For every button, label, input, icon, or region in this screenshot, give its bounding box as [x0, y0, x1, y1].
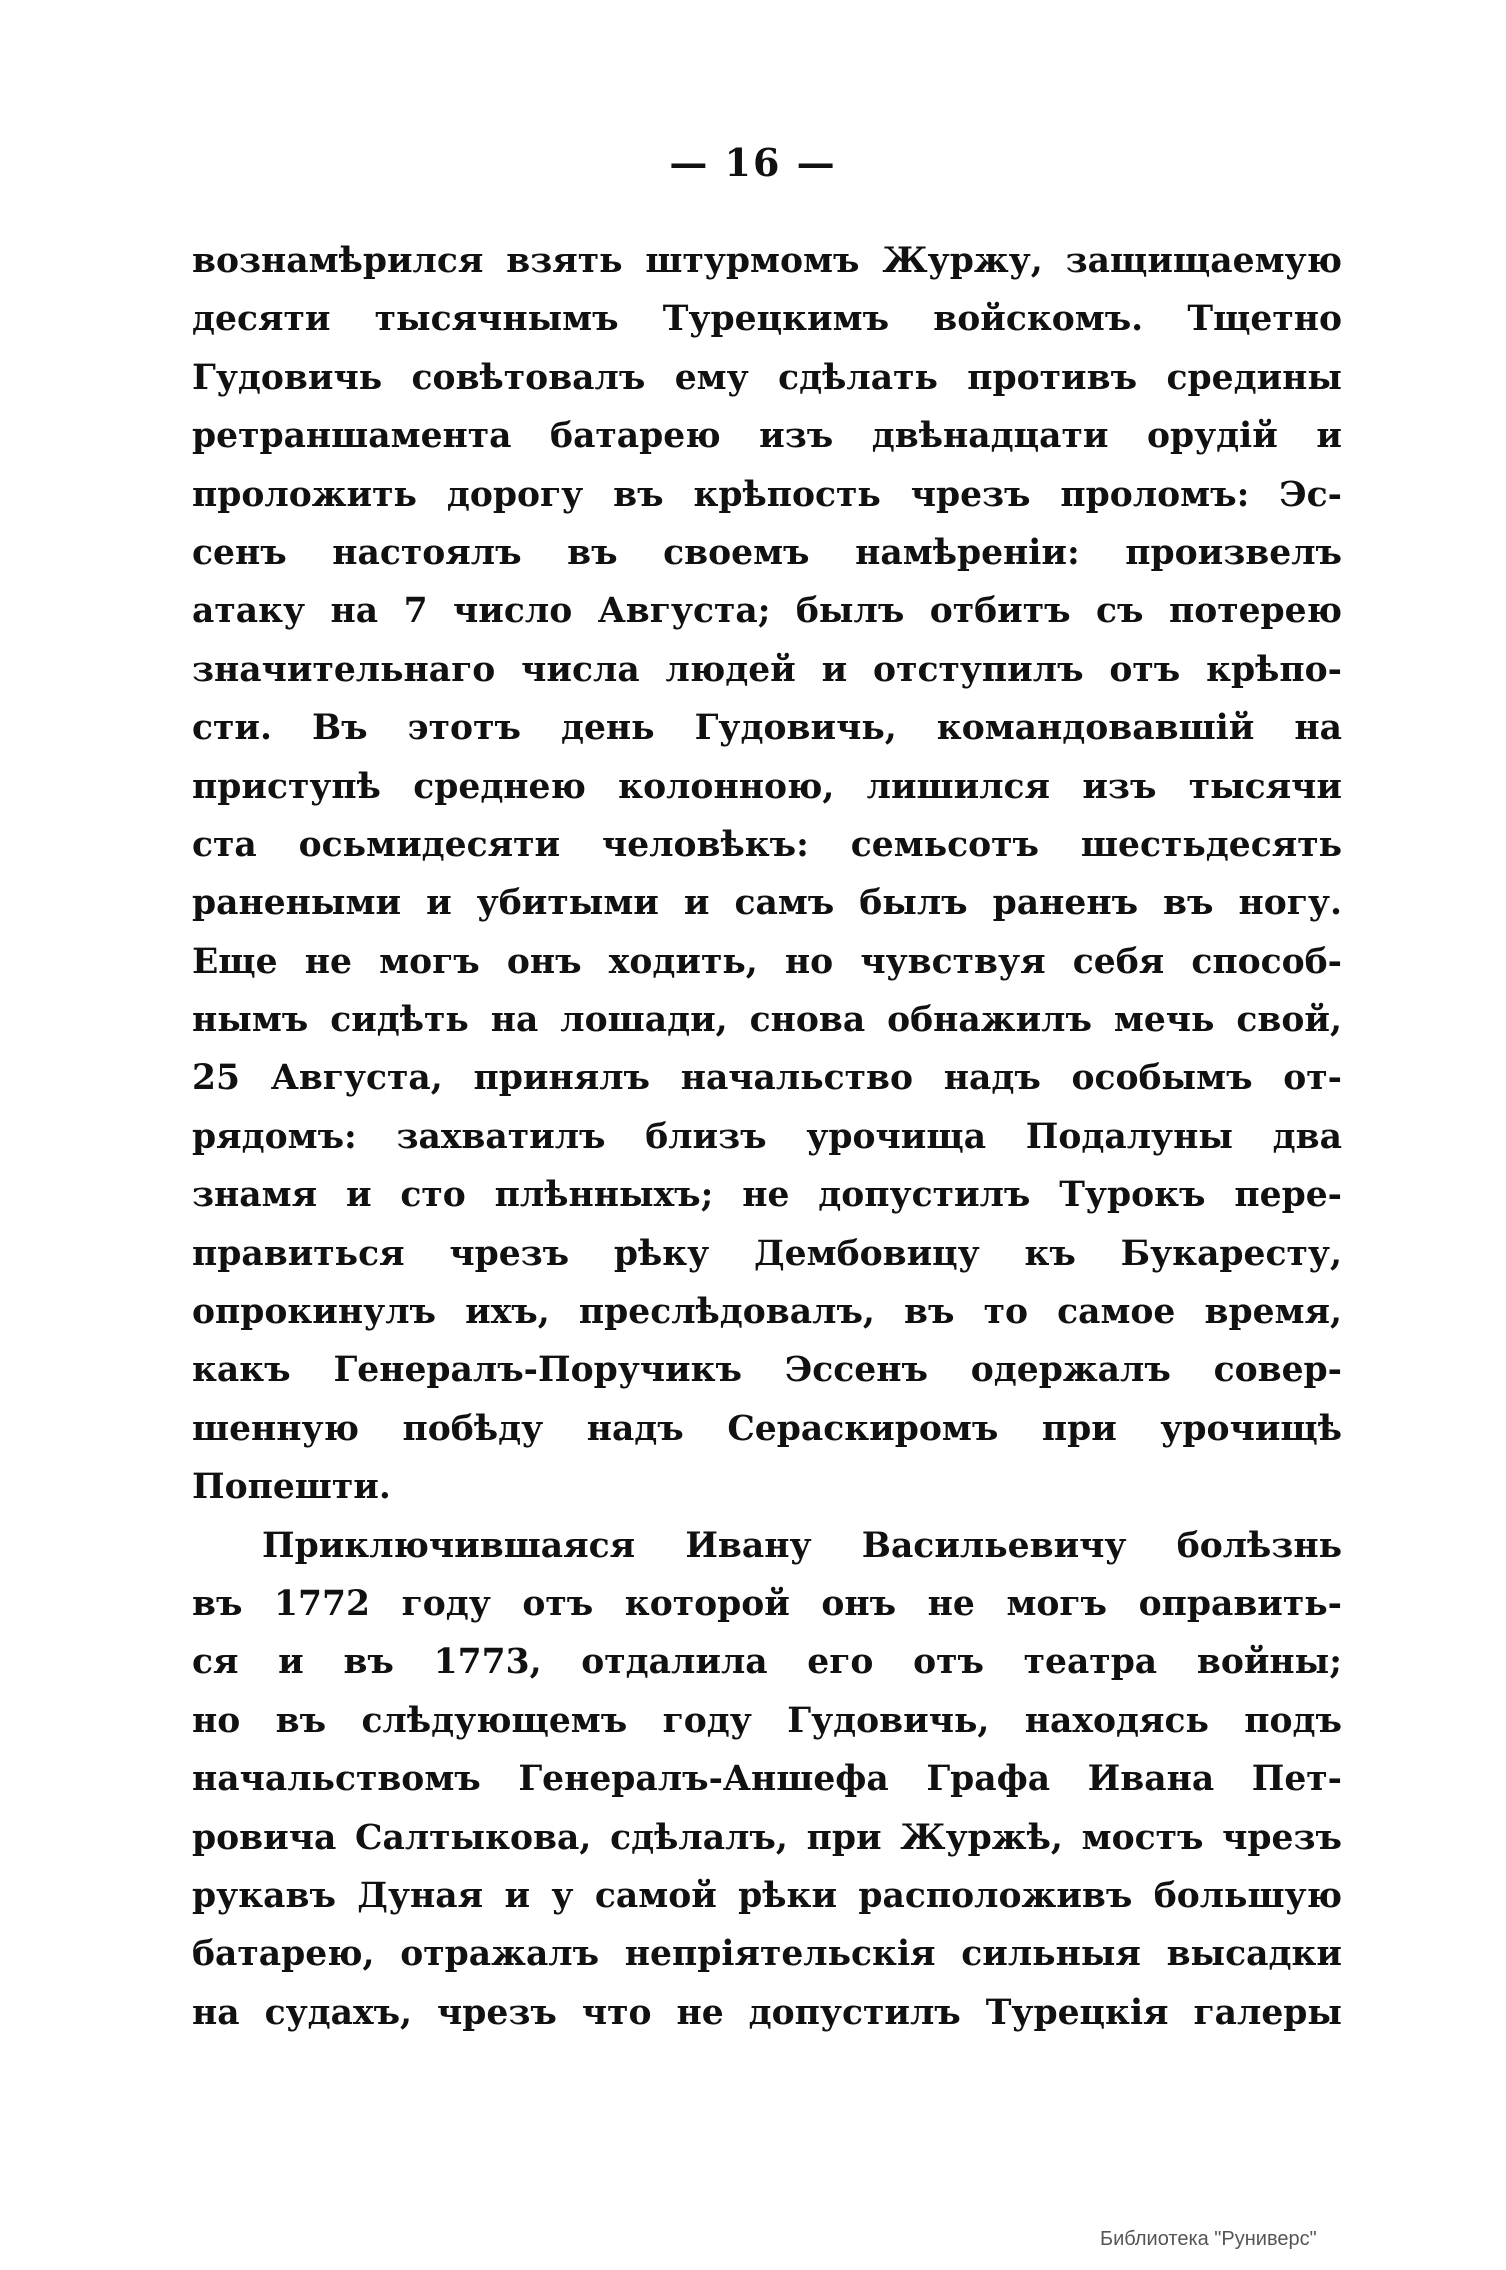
paragraph — [192, 1517, 1342, 2043]
text-line: ранеными и убитыми и самъ былъ раненъ въ ногу. — [192, 883, 1342, 924]
text-line: ста осьмидесяти человѣкъ: семьсотъ шестьдесять — [192, 824, 1342, 865]
text-line: ровича Салтыкова, сдѣлалъ, при Журжѣ, мостъ чрезъ — [192, 1817, 1342, 1858]
text-line: на судахъ, чрезъ что не допустилъ Турецкія галеры — [192, 1992, 1342, 2033]
body-text — [192, 232, 1342, 2042]
text-line: Гудовичь совѣтовалъ ему сдѣлать противъ средины — [192, 357, 1342, 398]
text-line: проложить дорогу въ крѣпость чрезъ проломъ: Эс- — [192, 474, 1342, 515]
text-line: Приключившаяся Ивану Васильевичу болѣзнь — [262, 1525, 1342, 1566]
text-line: атаку на 7 число Августа; былъ отбитъ съ потерею — [192, 591, 1342, 632]
paragraph — [192, 232, 1342, 1517]
text-line: сти. Въ этотъ день Гудовичь, командовавшій на — [192, 708, 1342, 749]
text-line: но въ слѣдующемъ году Гудовичь, находясь подъ — [192, 1700, 1342, 1741]
text-line: правиться чрезъ рѣку Дембовицу къ Букаресту, — [192, 1233, 1342, 1274]
text-line: шенную побѣду надъ Сераскиромъ при урочищѣ — [192, 1408, 1342, 1449]
text-line: нымъ сидѣть на лошади, снова обнажилъ мечь свой, — [192, 1000, 1342, 1041]
text-line: ретраншамента батарею изъ двѣнадцати орудій и — [192, 416, 1342, 457]
text-line: сенъ настоялъ въ своемъ намѣреніи: произвелъ — [192, 532, 1342, 573]
text-line: 25 Августа, принялъ начальство надъ особымъ от- — [192, 1058, 1342, 1099]
library-watermark: Библиотека "Руниверс" — [1100, 2228, 1317, 2250]
text-line: знамя и сто плѣнныхъ; не допустилъ Турокъ пере- — [192, 1175, 1342, 1216]
text-line: батарею, отражалъ непріятельскія сильныя высадки — [192, 1934, 1342, 1975]
text-line: въ 1772 году отъ которой онъ не могъ оправить- — [192, 1583, 1342, 1624]
text-line: ся и въ 1773, отдалила его отъ театра войны; — [192, 1642, 1342, 1683]
page-number: — 16 — — [669, 140, 837, 185]
text-line: вознамѣрился взять штурмомъ Журжу, защищаемую — [192, 241, 1342, 281]
text-line: какъ Генералъ-Поручикъ Эссенъ одержалъ совер- — [192, 1350, 1342, 1391]
text-line: рядомъ: захватилъ близъ урочища Подалуны два — [192, 1116, 1342, 1157]
text-line: приступѣ среднею колонною, лишился изъ тысячи — [192, 766, 1342, 807]
text-line: Попешти. — [192, 1467, 391, 1508]
text-line: опрокинулъ ихъ, преслѣдовалъ, въ то самое время, — [192, 1292, 1342, 1333]
text-line: Еще не могъ онъ ходить, но чувствуя себя способ- — [192, 941, 1342, 982]
text-line: значительнаго числа людей и отступилъ отъ крѣпо- — [192, 649, 1342, 690]
text-line: начальствомъ Генералъ-Аншефа Графа Ивана Пет- — [192, 1759, 1342, 1800]
text-line: десяти тысячнымъ Турецкимъ войскомъ. Тщетно — [192, 299, 1342, 340]
text-line: рукавъ Дуная и у самой рѣки расположивъ большую — [192, 1875, 1342, 1916]
